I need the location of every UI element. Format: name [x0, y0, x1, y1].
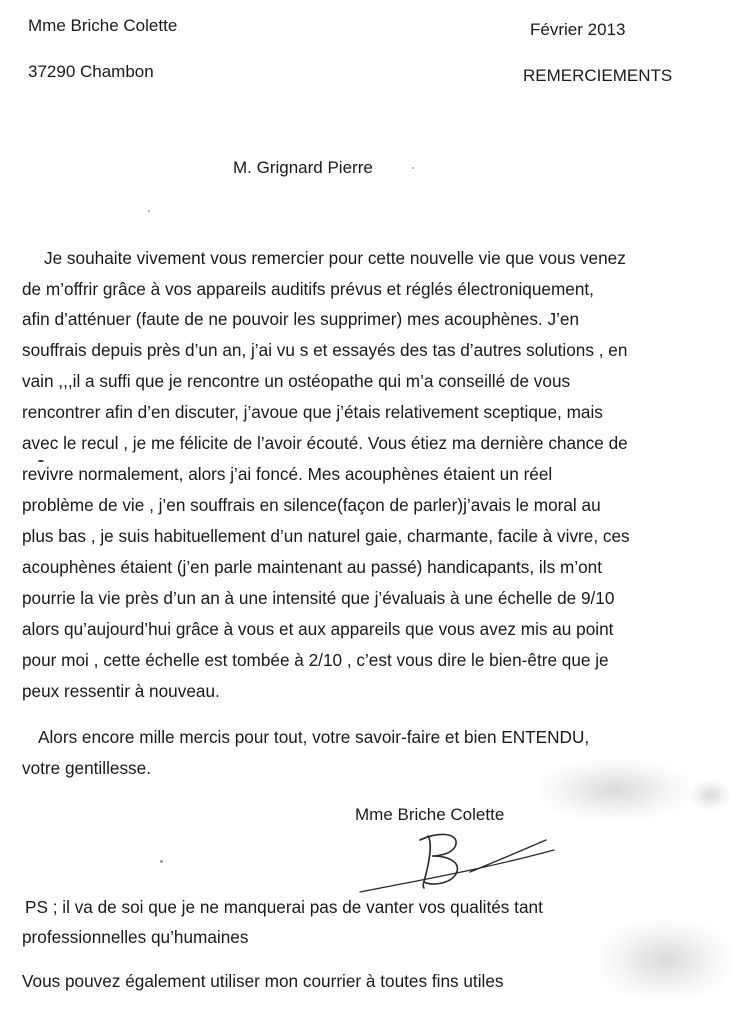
- body-line: vain ,,,il a suffi que je rencontre un ostéopathe qui m’a conseillé de vous: [22, 371, 571, 391]
- body-line: Je souhaite vivement vous remercier pour cette nouvelle vie que vous venez: [44, 248, 626, 268]
- body-line: de m’offrir grâce à vos appareils auditifs prévus et réglés électroniquement,: [22, 279, 594, 299]
- sender-city: 37290 Chambon: [28, 62, 154, 81]
- body-line: acouphènes étaient (j’en parle maintenant au passé) handicapants, ils m’ont: [22, 557, 602, 577]
- body-line: souffrais depuis près d’un an, j’ai vu s et essayés des tas d’autres solutions , en: [22, 340, 628, 360]
- letter-subject: REMERCIEMENTS: [523, 66, 673, 85]
- postscript-line: professionnelles qu’humaines: [22, 927, 249, 947]
- scan-speck: [412, 167, 414, 169]
- body-line: avec le recul , je me félicite de l’avoir écouté. Vous étiez ma dernière chance de: [22, 433, 628, 453]
- body-line: pour moi , cette échelle est tombée à 2/10 , c’est vous dire le bien-être que je: [22, 650, 609, 670]
- closing-note: Vous pouvez également utiliser mon courrier à toutes fins utiles: [22, 971, 504, 991]
- body-line: Alors encore mille mercis pour tout, votre savoir-faire et bien ENTENDU,: [38, 727, 590, 747]
- signature-name: Mme Briche Colette: [355, 805, 505, 824]
- scan-speck: [38, 460, 44, 462]
- sender-name: Mme Briche Colette: [28, 16, 178, 35]
- letter-date: Février 2013: [530, 20, 626, 39]
- body-line: votre gentillesse.: [22, 758, 151, 778]
- body-line: plus bas , je suis habituellement d’un naturel gaie, charmante, facile à vivre, ces: [22, 526, 630, 546]
- body-line: afin d’atténuer (faute de ne pouvoir les supprimer) mes acouphènes. J’en: [22, 309, 580, 329]
- scan-smudge: [540, 760, 690, 820]
- postscript-line: PS ; il va de soi que je ne manquerai pas de vanter vos qualités tant: [25, 897, 543, 917]
- body-line: problème de vie , j’en souffrais en silence(façon de parler)j’avais le moral au: [22, 495, 601, 515]
- scan-speck: [160, 860, 163, 863]
- scan-speck: [148, 210, 150, 212]
- body-line: alors qu’aujourd’hui grâce à vous et aux appareils que vous avez mis au point: [22, 619, 614, 639]
- handwritten-signature: [340, 828, 580, 898]
- body-line: rencontrer afin d’en discuter, j’avoue que j’étais relativement sceptique, mais: [22, 402, 603, 422]
- recipient-name: M. Grignard Pierre: [233, 158, 373, 177]
- scan-smudge: [690, 780, 730, 810]
- body-line: pourrie la vie près d’un an à une intensité que j’évaluais à une échelle de 9/10: [22, 588, 615, 608]
- scan-smudge: [600, 920, 730, 1000]
- body-line: peux ressentir à nouveau.: [22, 681, 220, 701]
- body-line: revivre normalement, alors j’ai foncé. Mes acouphènes étaient un réel: [22, 464, 553, 484]
